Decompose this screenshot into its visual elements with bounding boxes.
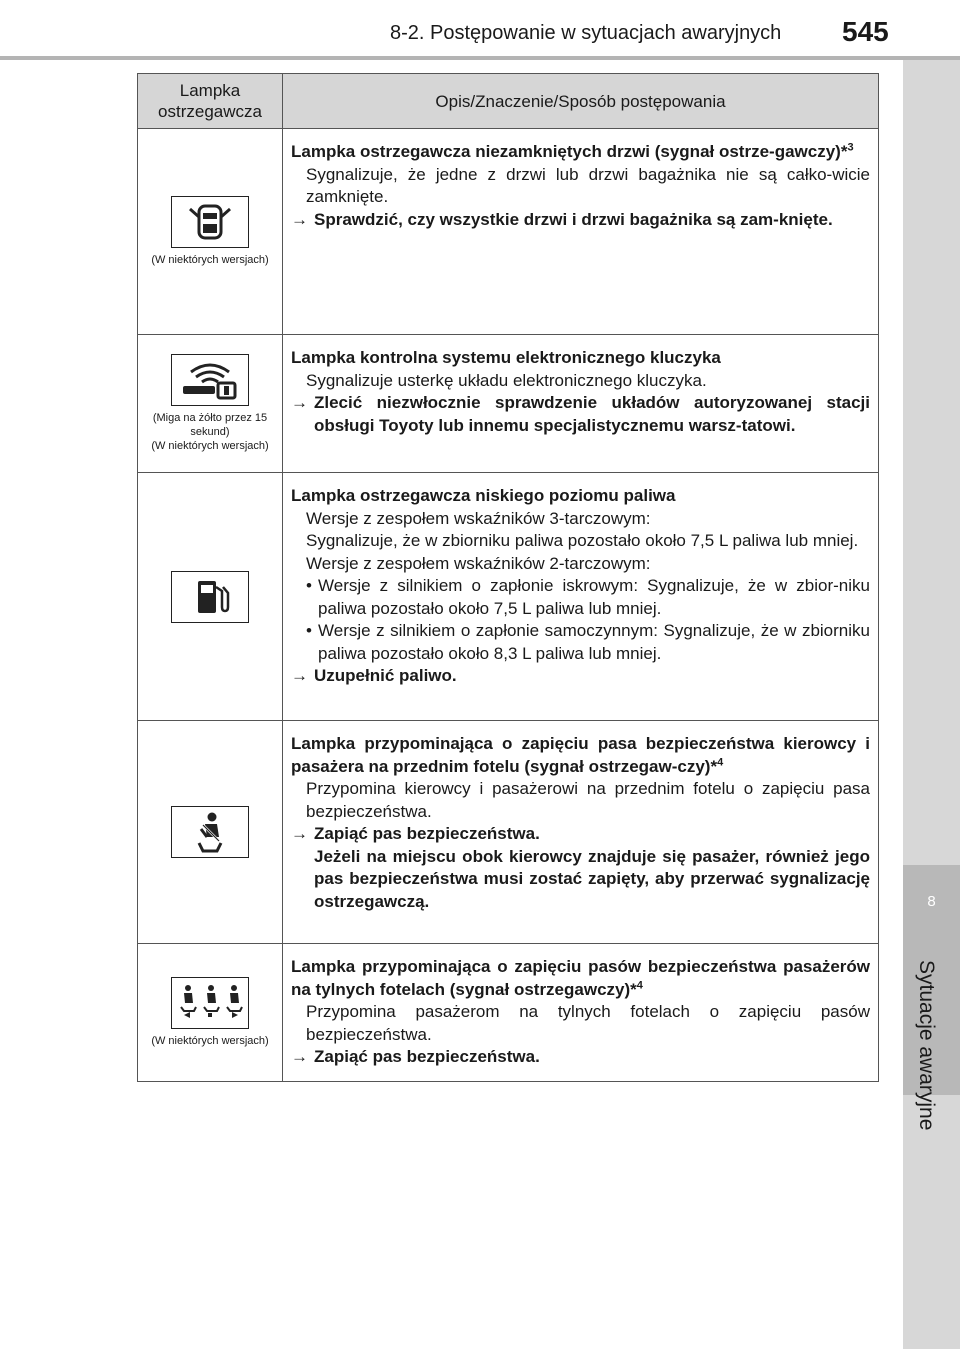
arrow-icon: → xyxy=(291,1047,308,1066)
lamp-action xyxy=(291,1046,870,1069)
icon-note: (W niektórych wersjach) xyxy=(151,1034,269,1047)
page-number: 545 xyxy=(842,16,889,47)
col-header-desc: Opis/Znaczenie/Sposób postępowania xyxy=(283,74,879,129)
lamp-action-extra: Jeżeli na miejscu obok kierowcy znajduje się pasażer, również jego pas bezpieczeństwa musi zostać zapięty, aby przerwać sygnalizację ostrzegawczą. xyxy=(314,846,870,911)
lamp-action xyxy=(291,209,870,232)
list-item-text: Wersje z silnikiem o zapłonie iskrowym: Sygnalizuje, że w zbior-niku paliwa pozostało około 7,5 L paliwa lub mniej. xyxy=(318,576,870,618)
fuel-pump-icon xyxy=(171,571,249,623)
description-cell xyxy=(283,335,879,473)
list-item xyxy=(291,575,870,620)
footnote-mark: 3 xyxy=(847,141,854,154)
lamp-description-1: Wersje z zespołem wskaźników 3-tarczowym: xyxy=(306,508,651,528)
icon-cell xyxy=(138,721,283,944)
lamp-action-text: Sprawdzić, czy wszystkie drzwi i drzwi bagażnika są zam-knięte. xyxy=(314,209,833,229)
icon-cell xyxy=(138,944,283,1082)
col-header-lamp xyxy=(138,74,283,129)
chapter-label: Sytuacje awaryjne xyxy=(915,960,938,1131)
arrow-icon: → xyxy=(291,666,308,685)
description-cell xyxy=(283,473,879,721)
arrow-icon: → xyxy=(291,393,308,412)
seatbelt-reminder-icon xyxy=(171,806,249,858)
table-row xyxy=(138,721,879,944)
icon-cell xyxy=(138,335,283,473)
lamp-description-2: Sygnalizuje, że w zbiorniku paliwa pozostało około 7,5 L paliwa lub mniej. xyxy=(306,531,859,550)
section-title: 8-2. Postępowanie w sytuacjach awaryjnych xyxy=(390,22,782,44)
table-row xyxy=(138,944,879,1082)
lamp-description-3: Wersje z zespołem wskaźników 2-tarczowym: xyxy=(306,553,651,573)
lamp-title-text: Lampka przypominająca o zapięciu pasa bezpieczeństwa kierowcy i pasażera na przednim fotelu (sygnał ostrzegaw-czy)* xyxy=(291,734,870,776)
footnote-mark: 4 xyxy=(636,978,643,991)
lamp-action-text: Zlecić niezwłocznie sprawdzenie układów autoryzowanej stacji obsługi Toyoty lub innemu specjalistycznemu warsz-tatowi. xyxy=(314,393,870,435)
icon-cell xyxy=(138,473,283,721)
lamp-description: Przypomina kierowcy i pasażerowi na przednim fotelu o zapięciu pasa bezpieczeństwa. xyxy=(306,779,870,821)
table-header-row xyxy=(138,74,879,129)
description-cell xyxy=(283,944,879,1082)
description-cell xyxy=(283,129,879,335)
list-item-text: Wersje z silnikiem o zapłonie samoczynnym: Sygnalizuje, że w zbiorniku paliwa pozostało około 8,3 L paliwa lub mniej. xyxy=(318,621,870,663)
lamp-title: Lampka ostrzegawcza niskiego poziomu paliwa xyxy=(291,486,676,505)
table-row xyxy=(138,335,879,473)
smart-key-system-icon xyxy=(171,354,249,406)
lamp-action xyxy=(291,392,870,437)
lamp-title-text: Lampka przypominająca o zapięciu pasów bezpieczeństwa pasażerów na tylnych fotelach (sygnał ostrzegawczy)* xyxy=(291,957,870,999)
lamp-action-text: Zapiąć pas bezpieczeństwa. xyxy=(314,1047,540,1066)
icon-note: (Miga na żółto przez 15 sekund) (W niektórych wersjach) xyxy=(151,412,269,452)
lamp-title xyxy=(291,956,870,1001)
icon-note: (W niektórych wersjach) xyxy=(151,254,269,266)
lamp-title-text: Lampka ostrzegawcza niezamkniętych drzwi (sygnał ostrze-gawczy)* xyxy=(291,142,848,161)
table-row xyxy=(138,129,879,335)
icon-cell xyxy=(138,129,283,335)
lamp-description: Przypomina pasażerom na tylnych fotelach o zapięciu pasów bezpieczeństwa. xyxy=(306,1002,870,1044)
lamp-description: Sygnalizuje usterkę układu elektronicznego kluczyka. xyxy=(306,370,707,390)
warning-lights-table xyxy=(137,73,879,1082)
list-item xyxy=(291,620,870,665)
lamp-action-text: Zapiąć pas bezpieczeństwa. xyxy=(314,824,540,843)
arrow-icon: → xyxy=(291,824,308,843)
bullet-mark: • xyxy=(306,621,312,640)
header-divider xyxy=(0,56,960,60)
rear-seatbelt-reminder-icon xyxy=(171,977,249,1029)
description-cell xyxy=(283,721,879,944)
lamp-title xyxy=(291,141,870,164)
col-header-lamp-text: Lampka ostrzegawcza xyxy=(158,81,262,121)
lamp-title: Lampka kontrolna systemu elektronicznego kluczyka xyxy=(291,348,721,367)
lamp-description: Sygnalizuje, że jedne z drzwi lub drzwi bagażnika nie są całko-wicie zamknięte. xyxy=(306,164,870,206)
arrow-icon: → xyxy=(291,209,308,229)
lamp-action xyxy=(291,823,870,846)
bullet-mark: • xyxy=(306,576,312,595)
chapter-number: 8 xyxy=(927,893,936,910)
lamp-action-text: Uzupełnić paliwo. xyxy=(314,666,457,685)
lamp-action xyxy=(291,665,870,688)
door-open-warning-icon xyxy=(171,196,249,248)
footnote-mark: 4 xyxy=(717,755,724,768)
table-row xyxy=(138,473,879,721)
lamp-title xyxy=(291,733,870,778)
